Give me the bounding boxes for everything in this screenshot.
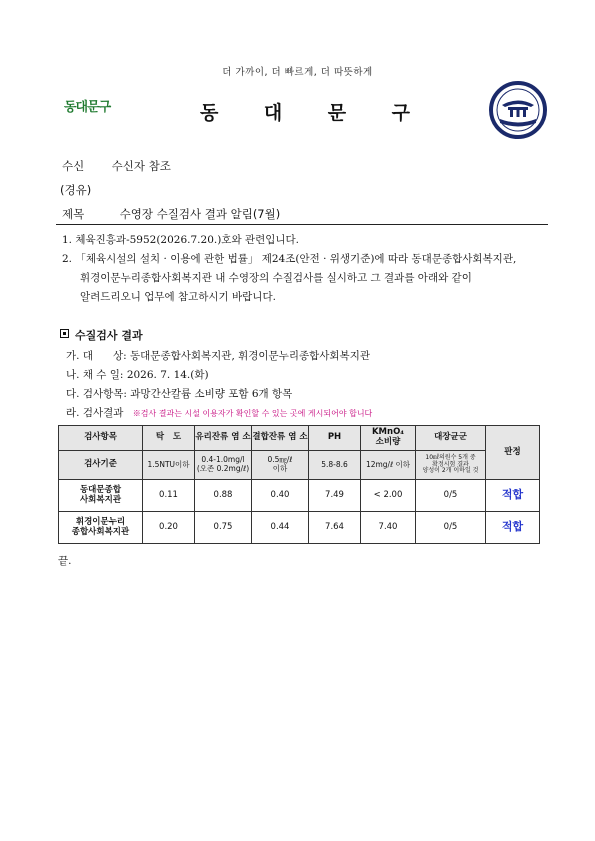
header-combined-chlorine: 결합잔류 염 소 (252, 426, 309, 451)
header-free-chlorine: 유리잔류 염 소 (195, 426, 252, 451)
district-logo-text: 동대문구 (64, 100, 111, 115)
water-quality-table (58, 425, 540, 544)
item-value: 2026. 7. 14.(화) (126, 369, 209, 381)
value-coliform: 0/5 (416, 512, 486, 544)
item-label: 가. 대 상: (66, 350, 127, 362)
section-item (66, 405, 372, 420)
item-note: ※검사 결과는 시설 이용자가 확인할 수 있는 곳에 게시되어야 합니다 (132, 409, 373, 418)
value-judgement: 적합 (486, 512, 540, 544)
item-value: 동대문종합사회복지관, 휘경이문누리종합사회복지관 (130, 350, 370, 362)
section-item (66, 386, 292, 401)
value-kmno4: < 2.00 (361, 480, 416, 512)
standard-free-chlorine (195, 451, 252, 480)
standard-free-chlorine-line1: 0.4-1.0mg/l (201, 455, 245, 465)
header-judgement: 판정 (486, 426, 540, 480)
value-free-chlorine: 0.75 (195, 512, 252, 544)
facility-name-line2: 종합사회복지관 (71, 526, 130, 537)
value-free-chlorine: 0.88 (195, 480, 252, 512)
item-value: 과망간산칼륨 소비량 포함 6개 항목 (130, 388, 293, 400)
subject-label: 제목 (62, 207, 85, 221)
via-label: (경유) (60, 183, 92, 197)
subject-value: 수영장 수질검사 결과 알림(7월) (119, 207, 281, 221)
standard-turbidity: 1.5NTU이하 (143, 451, 195, 480)
item-label: 다. 검사항목: (66, 388, 127, 400)
table-row (59, 512, 540, 544)
standard-coliform-line2: 확정시험 결과 (432, 460, 469, 468)
standard-coliform-line3: 양성이 2개 이하일 것 (422, 467, 479, 475)
org-title (200, 98, 410, 125)
value-combined-chlorine: 0.44 (252, 512, 309, 544)
body-paragraph-2-line-1: 2. 「체육시설의 설치 · 이용에 관한 법률」 제24조(안전 · 위생기준)에 따라 동대문종합사회복지관, (62, 253, 517, 265)
recipient-value: 수신자 참조 (111, 159, 171, 173)
body-paragraph-2-line-3: 알려드리오니 업무에 참고하시기 바랍니다. (80, 291, 276, 303)
slogan: 더 가까이, 더 빠르게, 더 따뜻하게 (222, 67, 373, 78)
subject-row (62, 206, 280, 222)
facility-name-line1: 휘경이문누리 (75, 516, 126, 527)
recipient-label: 수신 (62, 159, 85, 173)
table-header-row (59, 426, 540, 451)
facility-name (59, 480, 143, 512)
section-title-text: 수질검사 결과 (75, 329, 143, 342)
body-paragraph-1: 1. 체육진흥과-5952(2026.7.20.)호와 관련입니다. (62, 234, 299, 246)
divider (56, 224, 548, 225)
standard-combined-chlorine (252, 451, 309, 480)
emblem-icon (488, 80, 548, 140)
facility-name-line2: 사회복지관 (79, 494, 122, 505)
standard-kmno4: 12mg/ℓ 이하 (361, 451, 416, 480)
recipient-row (62, 158, 171, 174)
org-title-char: 구 (391, 102, 410, 124)
header-coliform: 대장균군 (416, 426, 486, 451)
value-coliform: 0/5 (416, 480, 486, 512)
standard-ph: 5.8-8.6 (309, 451, 361, 480)
standard-combined-chlorine-line2: 이하 (272, 464, 288, 473)
table-row (59, 480, 540, 512)
facility-name-line1: 동대문종합 (79, 484, 122, 495)
header-turbidity: 탁 도 (143, 426, 195, 451)
standard-coliform (416, 451, 486, 480)
header-kmno4-line2: 소비량 (375, 437, 401, 447)
org-title-char: 대 (263, 102, 283, 124)
value-combined-chlorine: 0.40 (252, 480, 309, 512)
standard-free-chlorine-line2: (오존 0.2mg/ℓ) (196, 464, 250, 473)
table-standard-row (59, 451, 540, 480)
value-ph: 7.49 (309, 480, 361, 512)
org-title-char: 동 (200, 102, 219, 124)
facility-name (59, 512, 143, 544)
standard-combined-chlorine-line1: 0.5㎎/ℓ (267, 455, 293, 465)
section-item (66, 367, 209, 382)
via-row (60, 182, 91, 198)
value-turbidity: 0.20 (143, 512, 195, 544)
header-ph: PH (309, 426, 361, 451)
org-title-char: 문 (327, 102, 347, 124)
standard-label: 검사기준 (59, 451, 143, 480)
standard-coliform-line1: 10㎖의원수 5개 중 (425, 453, 476, 461)
value-judgement: 적합 (486, 480, 540, 512)
value-kmno4: 7.40 (361, 512, 416, 544)
header-kmno4-line1: KMnO₄ (371, 427, 405, 438)
body-paragraph-2-line-2: 휘경이문누리종합사회복지관 내 수영장의 수질검사를 실시하고 그 결과를 아래와 같이 (80, 272, 472, 284)
section-item (66, 348, 370, 363)
header-item: 검사항목 (59, 426, 143, 451)
header-kmno4 (361, 426, 416, 451)
value-ph: 7.64 (309, 512, 361, 544)
item-label: 나. 채 수 일: (66, 369, 124, 381)
district-logo (64, 96, 110, 115)
square-bullet-icon (60, 329, 69, 338)
value-turbidity: 0.11 (143, 480, 195, 512)
end-mark: 끝. (58, 555, 72, 567)
section-title (60, 327, 143, 343)
item-label: 라. 검사결과 (66, 407, 124, 419)
